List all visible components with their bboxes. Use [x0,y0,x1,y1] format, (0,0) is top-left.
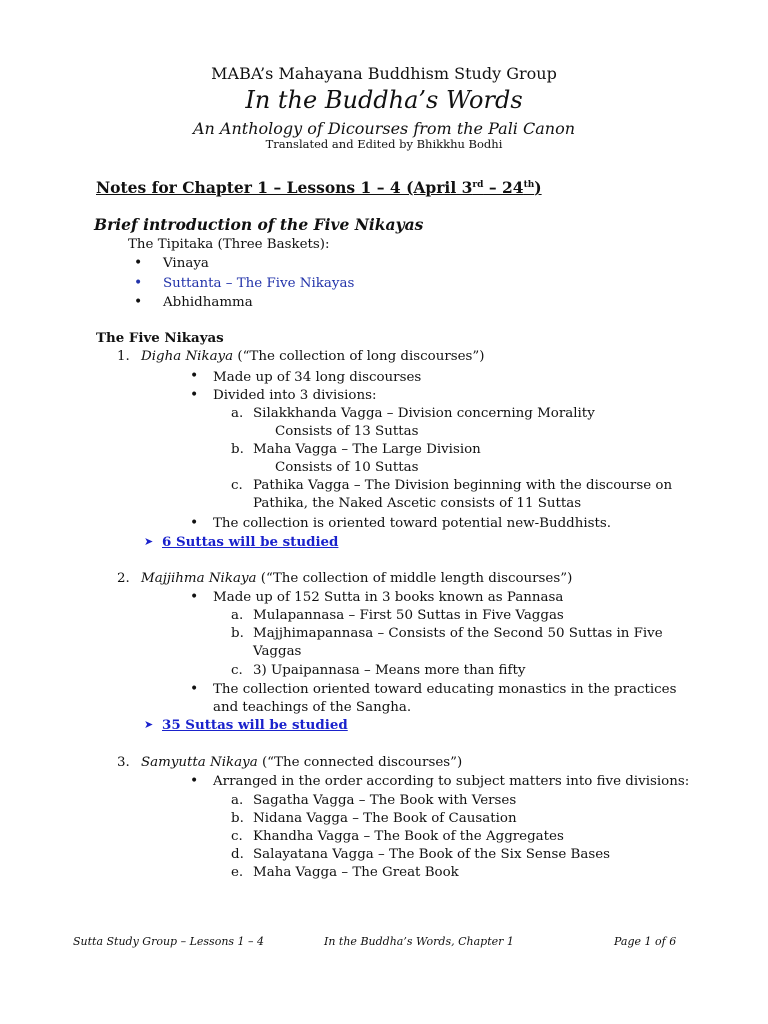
tipitaka-item-suttanta: Suttanta – The Five Nikayas [163,276,355,291]
footer-page-number: Page 1 of 6 [614,935,677,948]
notes-heading-text: Notes for Chapter 1 – Lessons 1 – 4 (April 3 [96,178,473,198]
tipitaka-item-abhidhamma: Abhidhamma [163,295,253,310]
list-number: 1. [117,349,130,364]
list-item: The collection is oriented toward potential new-Buddhists. [213,516,612,531]
nikaya-description: (“The connected discourses”) [257,755,463,770]
sub-item: Khandha Vagga – The Book of the Aggregates [253,829,564,844]
notes-heading-sup-th: th [523,180,535,190]
translator-credit: Translated and Edited by Bhikkhu Bodhi [265,137,503,151]
bullet-icon: • [190,773,199,789]
list-item-continued: and teachings of the Sangha. [213,700,412,715]
arrow-bullet-icon: ➤ [144,718,154,731]
nikaya-description: (“The collection of middle length discourses”) [256,571,573,586]
sub-item: 3) Upaipannasa – Means more than fifty [253,663,526,678]
sub-label: c. [231,478,243,493]
sub-item: Majjhimapannasa – Consists of the Second 50 Suttas in Five [253,626,663,641]
list-item: Made up of 34 long discourses [213,370,422,385]
sub-item: Maha Vagga – The Large Division [253,442,481,457]
bullet-icon: • [190,387,199,403]
sub-label: a. [231,793,244,808]
study-note-link[interactable]: 6 Suttas will be studied [162,534,339,550]
bullet-icon: • [190,515,199,531]
sub-label: c. [231,663,243,678]
notes-heading-mid: – 24 [483,178,524,198]
bullet-icon: • [134,275,143,291]
nikaya-name: Digha Nikaya [141,349,234,364]
sub-item: Maha Vagga – The Great Book [253,865,459,880]
list-item: Made up of 152 Sutta in 3 books known as Pannasa [213,590,564,605]
sub-label: b. [231,442,244,457]
sub-item: Sagatha Vagga – The Book with Verses [253,793,517,808]
sub-label: c. [231,829,243,844]
arrow-bullet-icon: ➤ [144,535,154,548]
sub-item: Silakkhanda Vagga – Division concerning Morality [253,406,595,421]
tipitaka-item-vinaya: Vinaya [163,256,209,271]
list-item: Arranged in the order according to subject matters into five divisions: [213,774,690,789]
notes-heading [96,176,542,197]
study-note-link[interactable]: 35 Suttas will be studied [162,717,348,733]
bullet-icon: • [134,255,143,271]
sub-item-detail: Consists of 13 Suttas [275,424,419,439]
sub-item-continued: Pathika, the Naked Ascetic consists of 11 Suttas [253,496,582,511]
nikaya-name: Majjihma Nikaya [141,571,257,586]
nikaya-1-title [141,348,484,365]
bullet-icon: • [134,294,143,310]
notes-heading-suffix: ) [534,178,542,198]
footer-left: Sutta Study Group – Lessons 1 – 4 [73,935,265,948]
list-number: 3. [117,755,130,770]
sub-item-detail: Consists of 10 Suttas [275,460,419,475]
nikaya-description: (“The collection of long discourses”) [233,349,485,364]
sub-label: e. [231,865,244,880]
sub-label: b. [231,811,244,826]
book-title: In the Buddha’s Words [245,86,523,114]
notes-heading-sup-rd: rd [472,180,484,190]
bullet-icon: • [190,589,199,605]
study-group-name: MABA’s Mahayana Buddhism Study Group [211,64,557,83]
list-number: 2. [117,571,130,586]
sub-item-continued: Vaggas [253,644,302,659]
sub-item: Mulapannasa – First 50 Suttas in Five Vaggas [253,608,564,623]
sub-label: d. [231,847,244,862]
five-nikayas-heading: The Five Nikayas [96,330,224,346]
sub-item: Nidana Vagga – The Book of Causation [253,811,517,826]
nikaya-2-title [141,570,572,587]
bullet-icon: • [190,681,199,697]
sub-item: Pathika Vagga – The Division beginning with the discourse on [253,478,673,493]
intro-heading: Brief introduction of the Five Nikayas [94,215,424,234]
tipitaka-lead: The Tipitaka (Three Baskets): [128,237,330,252]
sub-label: b. [231,626,244,641]
nikaya-3-title [141,754,462,771]
list-item: The collection oriented toward educating monastics in the practices [213,682,677,697]
sub-label: a. [231,406,244,421]
sub-item: Salayatana Vagga – The Book of the Six Sense Bases [253,847,611,862]
sub-label: a. [231,608,244,623]
nikaya-name: Samyutta Nikaya [141,755,258,770]
footer-center: In the Buddha’s Words, Chapter 1 [324,935,514,948]
bullet-icon: • [190,368,199,384]
book-subtitle: An Anthology of Dicourses from the Pali Canon [192,119,576,138]
list-item: Divided into 3 divisions: [213,388,377,403]
